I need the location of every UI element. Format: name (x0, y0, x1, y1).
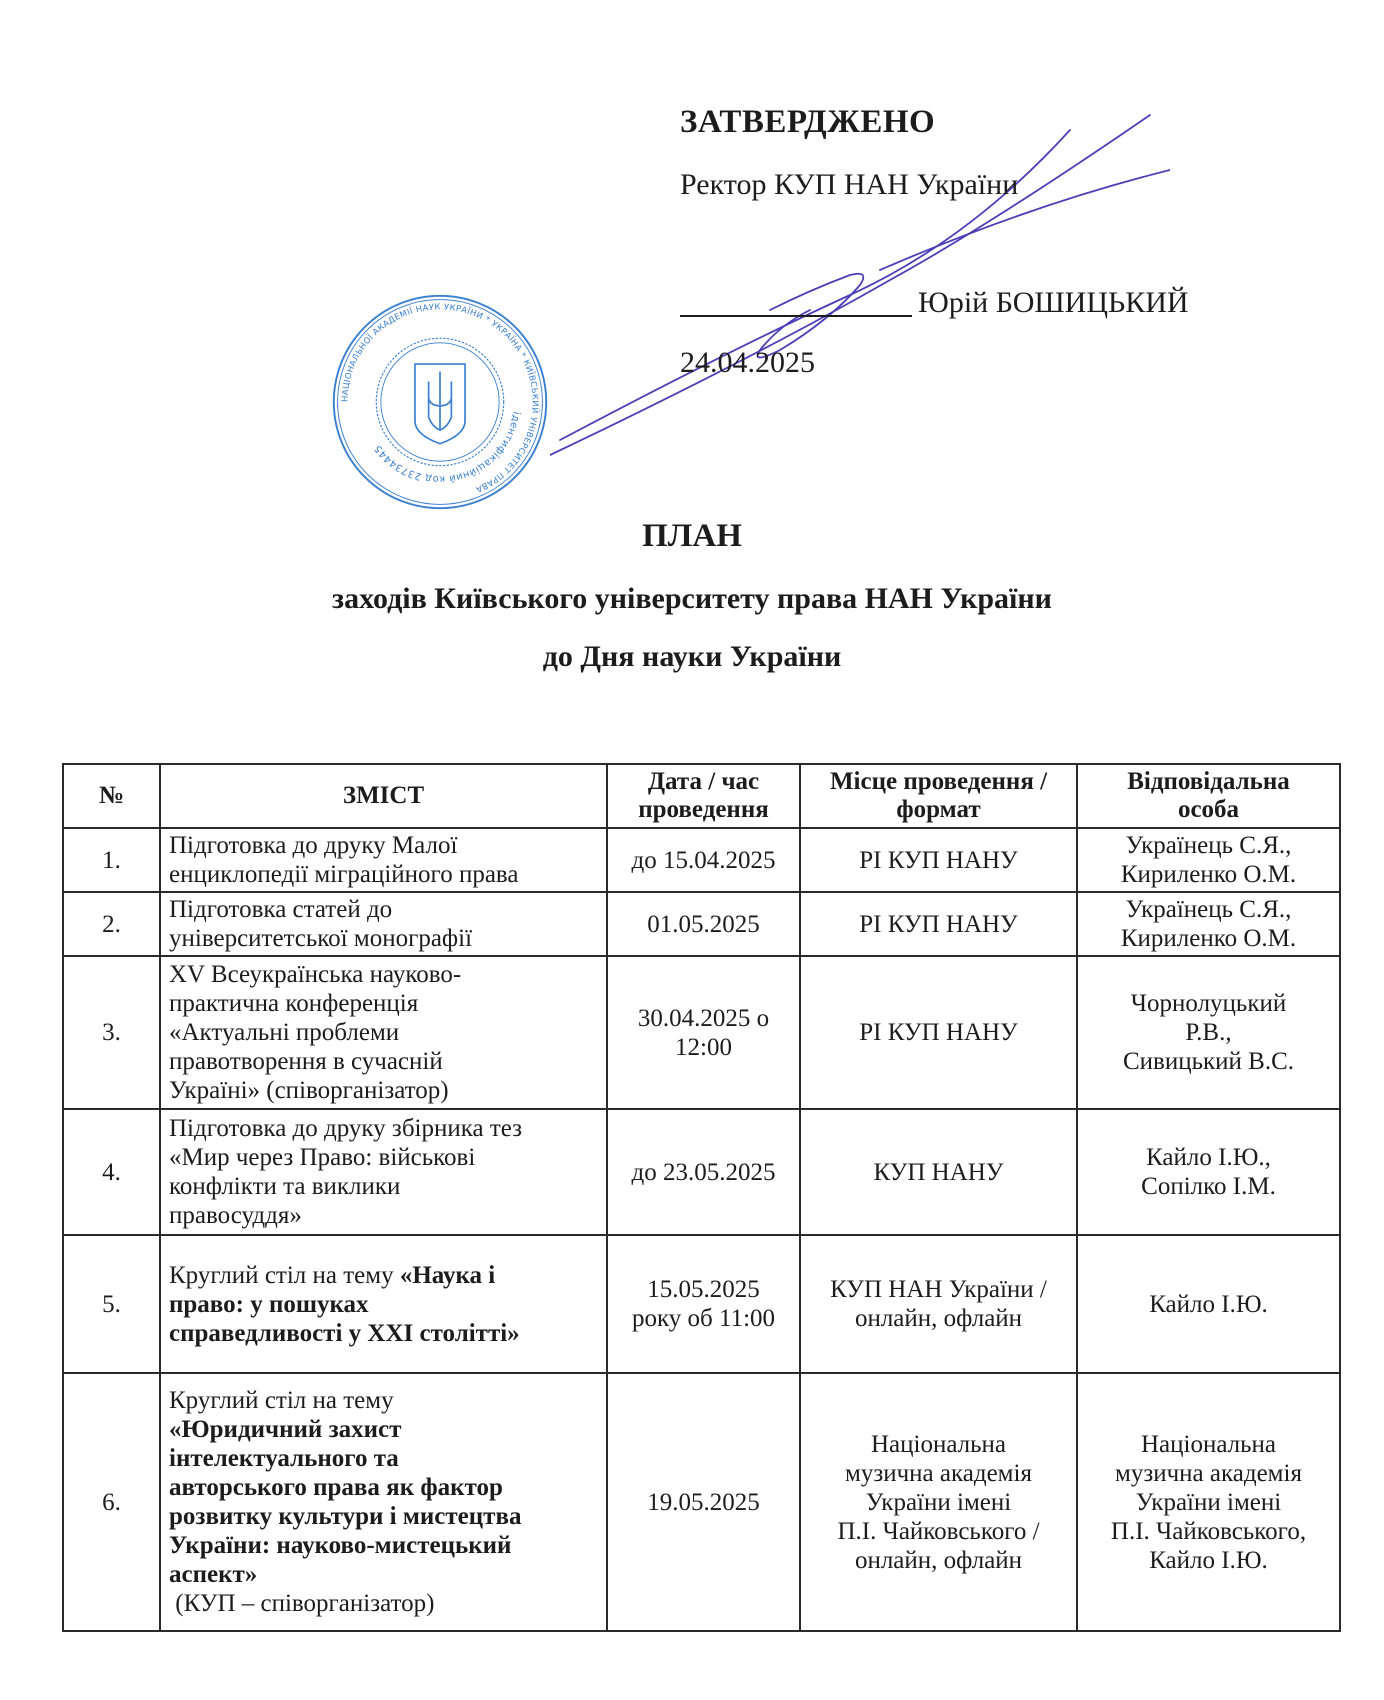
row-place (800, 828, 1077, 892)
row-responsible (1077, 1109, 1340, 1235)
content-bold-line: «Наука і (399, 1261, 496, 1289)
responsible-line: Кайло І.Ю. (1149, 1546, 1268, 1574)
responsible-line: Р.В., (1185, 1019, 1232, 1046)
row-number: 4. (63, 1109, 160, 1235)
row-number: 2. (63, 892, 160, 956)
content-line: «Мир через Право: військові (169, 1144, 476, 1171)
row-date (607, 1109, 800, 1235)
table-row (63, 1109, 1340, 1235)
row-responsible (1077, 892, 1340, 956)
row-number: 5. (63, 1235, 160, 1373)
content-line: практична конференція (169, 990, 419, 1017)
responsible-line: Українець С.Я., (1125, 896, 1292, 923)
header-place (800, 764, 1077, 828)
content-bold-line: справедливості у XXI столітті» (169, 1319, 520, 1347)
responsible-line: музична академія (1115, 1459, 1302, 1487)
responsible-line: Кайло І.Ю. (1149, 1290, 1268, 1318)
table-row (63, 956, 1340, 1109)
header-date (607, 764, 800, 828)
content-line: правосуддя» (169, 1202, 302, 1229)
row-content (160, 1235, 607, 1373)
signature-line (680, 315, 912, 317)
row-responsible (1077, 1373, 1340, 1631)
content-line: енциклопедії міграційного права (169, 861, 519, 888)
place-line: онлайн, офлайн (854, 1546, 1023, 1574)
date-line: 01.05.2025 (647, 910, 760, 938)
content-line: Підготовка статей до (169, 896, 393, 923)
date-line: 30.04.2025 о (637, 1004, 770, 1032)
plan-title: ПЛАН (642, 518, 742, 554)
row-content (160, 956, 607, 1109)
header-place-line2: формат (896, 796, 981, 823)
official-stamp-icon (330, 292, 550, 512)
content-bold-line: авторського права як фактор (169, 1474, 503, 1501)
row-number: 6. (63, 1373, 160, 1631)
content-bold-line: аспект» (169, 1561, 258, 1588)
content-prefix: Круглий стіл на тему (169, 1387, 394, 1414)
header-responsible (1077, 764, 1340, 828)
responsible-line: П.І. Чайковського, (1110, 1517, 1307, 1545)
stamp-outer-text: НАЦІОНАЛЬНОЇ АКАДЕМІЇ НАУК УКРАЇНИ * УКРАЇНА * КИЇВСЬКИЙ УНІВЕРСИТЕТ ПРАВА (339, 301, 541, 496)
table-row (63, 892, 1340, 956)
place-line: Національна (870, 1430, 1007, 1458)
responsible-line: України імені (1135, 1488, 1282, 1516)
header-place-line1: Місце проведення / (829, 768, 1048, 795)
responsible-line: Кириленко О.М. (1120, 925, 1297, 952)
content-line: правотворення в сучасній (169, 1048, 443, 1075)
content-line: університетської монографії (169, 925, 473, 952)
place-line: онлайн, офлайн (854, 1305, 1023, 1332)
header-responsible-line1: Відповідальна (1127, 768, 1290, 795)
row-date (607, 1373, 800, 1631)
date-line: 15.05.2025 (647, 1276, 760, 1303)
responsible-line: Чорнолуцький (1130, 990, 1287, 1017)
header-responsible-line2: особа (1177, 796, 1240, 823)
place-line: КУП НАНУ (873, 1158, 1004, 1186)
responsible-line: Сивицький В.С. (1122, 1048, 1295, 1075)
approval-date: 24.04.2025 (680, 346, 815, 379)
content-bold-line: інтелектуального та (169, 1445, 399, 1472)
row-place (800, 1109, 1077, 1235)
plan-subtitle: заходів Київського університету права НАН України (332, 582, 1052, 615)
approved-title: ЗАТВЕРДЖЕНО (680, 104, 936, 140)
header-date-line1: Дата / час (647, 768, 760, 795)
content-line: Підготовка до друку Малої (169, 832, 458, 859)
table-header-row (63, 764, 1340, 828)
row-date (607, 1235, 800, 1373)
content-bold-line: право: у пошуках (169, 1290, 369, 1318)
place-line: України імені (865, 1488, 1012, 1516)
svg-text:ідентифікаційний код 23734445 (372, 411, 522, 485)
rector-position: Ректор КУП НАН України (680, 168, 1019, 201)
row-number: 3. (63, 956, 160, 1109)
row-responsible (1077, 828, 1340, 892)
svg-text:НАЦІОНАЛЬНОЇ АКАДЕМІЇ НАУК УКР (339, 301, 541, 495)
row-place (800, 1373, 1077, 1631)
table-row (63, 828, 1340, 892)
stamp-inner-text: ідентифікаційний код 23734445 (372, 410, 522, 485)
place-line: КУП НАН України / (830, 1276, 1047, 1303)
date-line: до 15.04.2025 (631, 846, 776, 874)
signer-name: Юрій БОШИЦЬКИЙ (918, 286, 1189, 319)
content-line: Україні» (співорганізатор) (169, 1077, 449, 1104)
date-line: року об 11:00 (631, 1305, 776, 1332)
row-date (607, 828, 800, 892)
place-line: РІ КУП НАНУ (859, 910, 1018, 938)
responsible-line: Кириленко О.М. (1120, 861, 1297, 888)
content-prefix: Круглий стіл на тему (169, 1261, 400, 1289)
content-line: XV Всеукраїнська науково- (169, 961, 462, 988)
content-line: «Актуальні проблеми (169, 1019, 400, 1046)
events-plan-table (62, 763, 1341, 1632)
table-row (63, 1373, 1340, 1631)
date-line: 19.05.2025 (647, 1488, 760, 1516)
content-bold-line: «Юридичний захист (169, 1416, 402, 1443)
row-responsible (1077, 956, 1340, 1109)
content-bold-line: розвитку культури і мистецтва (169, 1503, 522, 1530)
row-date (607, 892, 800, 956)
responsible-line: Національна (1140, 1430, 1277, 1458)
trident-emblem-icon (415, 364, 465, 444)
row-number: 1. (63, 828, 160, 892)
place-line: музична академія (845, 1459, 1032, 1487)
responsible-line: Кайло І.Ю., (1146, 1144, 1271, 1171)
content-suffix: (КУП – співорганізатор) (169, 1590, 435, 1617)
place-line: РІ КУП НАНУ (859, 1019, 1018, 1046)
table-row (63, 1235, 1340, 1373)
responsible-line: Сопілко І.М. (1141, 1173, 1276, 1200)
row-place (800, 1235, 1077, 1373)
row-content (160, 828, 607, 892)
row-place (800, 956, 1077, 1109)
content-line: Підготовка до друку збірника тез (169, 1115, 523, 1142)
content-bold-line: України: науково-мистецький (169, 1532, 512, 1559)
date-line: 12:00 (675, 1033, 732, 1061)
content-line (169, 1261, 602, 1290)
place-line: РІ КУП НАНУ (859, 846, 1018, 874)
date-line: до 23.05.2025 (631, 1158, 776, 1186)
place-line: П.І. Чайковського / (837, 1517, 1040, 1545)
plan-subtitle-occasion: до Дня науки України (542, 640, 842, 673)
content-line: конфлікти та виклики (169, 1173, 401, 1200)
header-num: № (63, 764, 160, 828)
header-date-line2: проведення (638, 796, 769, 823)
row-responsible (1077, 1235, 1340, 1373)
row-date (607, 956, 800, 1109)
header-content: ЗМІСТ (160, 764, 607, 828)
row-content (160, 1109, 607, 1235)
signature-scribble-icon (550, 110, 1170, 460)
responsible-line: Українець С.Я., (1125, 832, 1292, 859)
row-content (160, 1373, 607, 1631)
row-content (160, 892, 607, 956)
row-place (800, 892, 1077, 956)
